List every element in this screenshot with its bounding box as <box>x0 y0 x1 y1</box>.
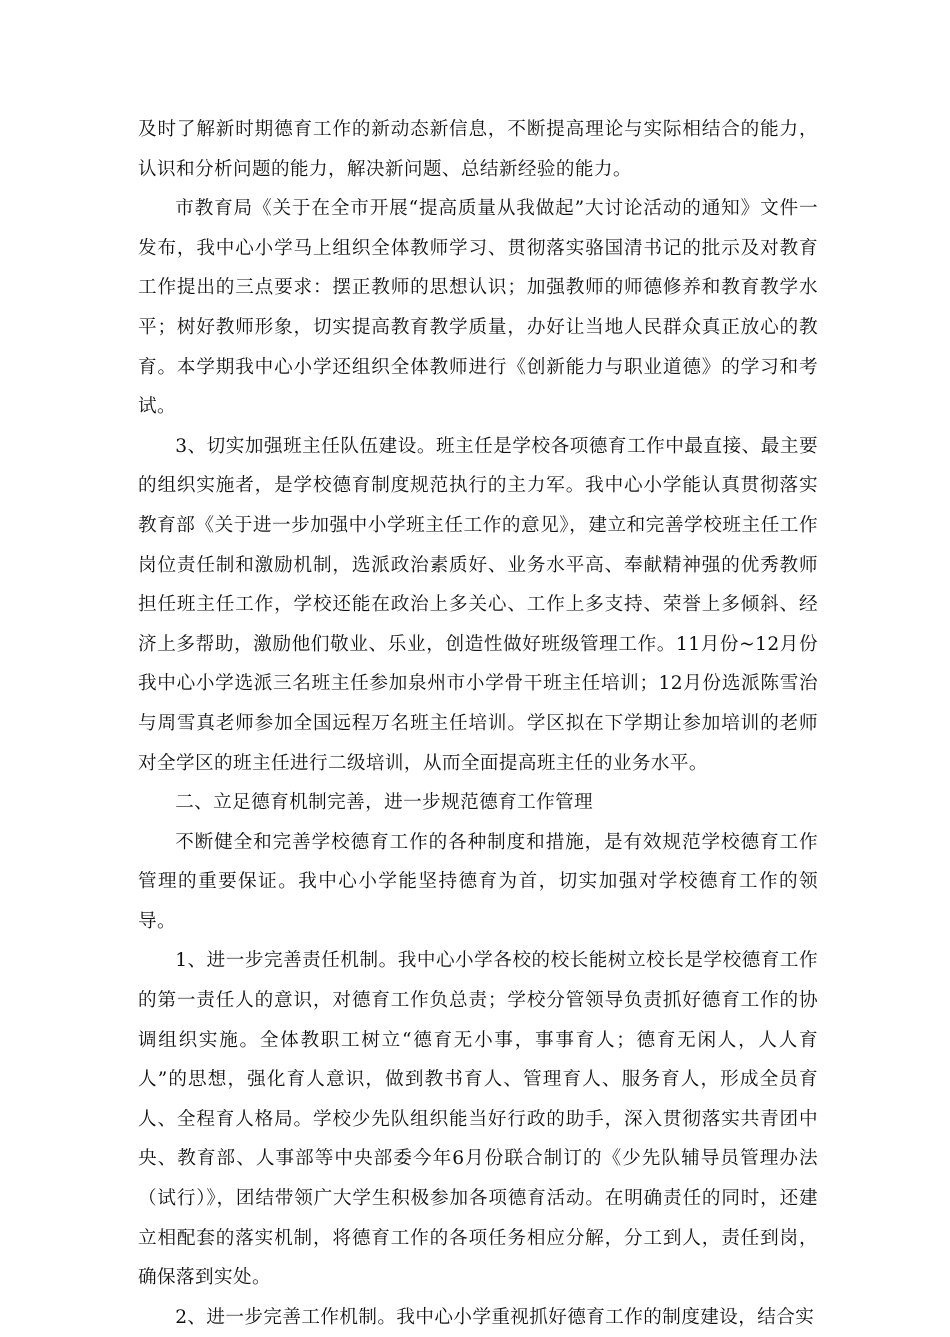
paragraph-continuation: 及时了解新时期德育工作的新动态新信息，不断提高理论与实际相结合的能力，认识和分析问题的能力，解决新问题、总结新经验的能力。 <box>138 119 818 180</box>
section-heading-mechanism: 二、立足德育机制完善，进一步规范德育工作管理 <box>175 792 594 814</box>
paragraph-head-teacher-team: 3、切实加强班主任队伍建设。班主任是学校各项德育工作中最直接、最主要的组织实施者，是学校德育制度规范执行的主力军。我中心小学能认真贯彻落实教育部《关于进一步加强中小学班主任工作的意见》，建立和完善学校班主任工作岗位责任制和激励机制，选派政治素质好、业务水平高、奉献精神强的优秀教师担任班主任工作，学校还能在政治上多关心、工作上多支持、荣誉上多倾斜、经济上多帮助，激励他们敬业、乐业，创造性做好班级管理工作。11月份~12月份我中心小学选派三名班主任参加泉州市小学骨干班主任培训；12月份选派陈雪治与周雪真老师参加全国远程万名班主任培训。学区拟在下学期让参加培训的老师对全学区的班主任进行二级培训，从而全面提高班主任的业务水平。 <box>138 435 818 774</box>
paragraph-work-mechanism: 2、进一步完善工作机制。我中心小学重视抓好德育工作的制度建设，结合实 <box>175 1306 815 1328</box>
paragraph-notice-study: 市教育局《关于在全市开展“提高质量从我做起”大讨论活动的通知》文件一发布，我中心小学马上组织全体教师学习、贯彻落实骆国清书记的批示及对教育工作提出的三点要求：摆正教师的思想认识；加强教师的师德修养和教育教学水平；树好教师形象，切实提高教育教学质量，办好让当地人民群众真正放心的教育。本学期我中心小学还组织全体教师进行《创新能力与职业道德》的学习和考试。 <box>138 198 818 418</box>
paragraph-responsibility-mechanism: 1、进一步完善责任机制。我中心小学各校的校长能树立校长是学校德育工作的第一责任人的意识，对德育工作负总责；学校分管领导负责抓好德育工作的协调组织实施。全体教职工树立“德育无小事，事事育人；德育无闲人，人人育人”的思想，强化育人意识，做到教书育人、管理育人、服务育人，形成全员育人、全程育人格局。学校少先队组织能当好行政的助手，深入贯彻落实共青团中央、教育部、人事部等中央部委今年6月份联合制订的《少先队辅导员管理办法（试行）》，团结带领广大学生积极参加各项德育活动。在明确责任的同时，还建立相配套的落实机制，将德育工作的各项任务相应分解，分工到人，责任到岗，确保落到实处。 <box>138 950 818 1289</box>
document-body <box>138 110 818 1337</box>
paragraph-system-improvement: 不断健全和完善学校德育工作的各种制度和措施，是有效规范学校德育工作管理的重要保证。我中心小学能坚持德育为首，切实加强对学校德育工作的领导。 <box>138 831 818 932</box>
